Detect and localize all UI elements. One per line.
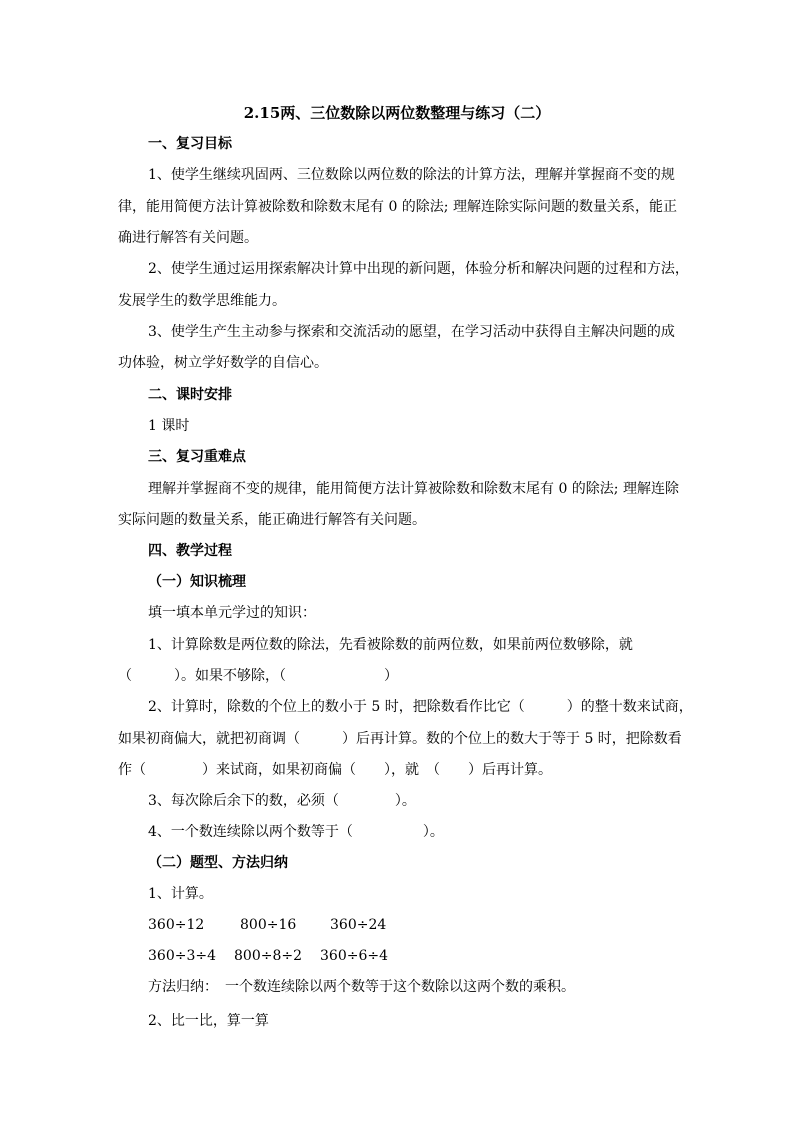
fill-2-line-2: 如果初商偏大，就把初商调（ ）后再计算。数的个位上的数大于等于 5 时，把除数看 [118,731,682,747]
section-heading-schedule: 二、课时安排 [148,387,232,403]
key-points-line-1: 理解并掌握商不变的规律，能用简便方法计算被除数和除数末尾有 0 的除法; 理解连除 [148,481,679,497]
method-summary: 方法归纳： 一个数连续除以两个数等于这个数除以这两个数的乘积。 [148,979,575,995]
fill-1-line-2: （ ）。如果不够除，（ ） [118,668,398,684]
goal-2-line-1: 2、使学生通过运用探索解决计算中出现的新问题，体验分析和解决问题的过程和方法， [148,261,689,277]
section-heading-process: 四、教学过程 [148,543,232,559]
question-2-label: 2、比一比，算一算 [148,1013,269,1029]
section-heading-key-points: 三、复习重难点 [148,449,246,465]
fill-intro: 填一填本单元学过的知识： [148,605,316,621]
goal-1-line-2: 律，能用简便方法计算被除数和除数末尾有 0 的除法; 理解连除实际问题的数量关系，能正 [118,199,677,215]
calc-item: 360÷6÷4 [320,948,388,964]
goal-3-line-2: 功体验，树立学好数学的自信心。 [118,355,328,371]
question-1-label: 1、计算。 [148,886,213,902]
goal-1-line-1: 1、使学生继续巩固两、三位数除以两位数的除法的计算方法，理解并掌握商不变的规 [148,167,675,183]
fill-2-line-3: 作（ ）来试商，如果初商偏（ ），就 （ ）后再计算。 [118,762,552,778]
calc-row-2 [148,947,708,965]
calc-row-1 [148,916,708,934]
section-heading-review-goals: 一、复习目标 [148,136,232,152]
goal-3-line-1: 3、使学生产生主动参与探索和交流活动的愿望，在学习活动中获得自主解决问题的成 [148,324,675,340]
calc-item: 360÷12 [148,917,205,933]
schedule-text: 1 课时 [148,418,190,434]
fill-1-line-1: 1、计算除数是两位数的除法，先看被除数的前两位数，如果前两位数够除，就 [148,637,633,653]
calc-item: 800÷16 [240,917,297,933]
calc-item: 360÷24 [330,917,387,933]
calc-item: 800÷8÷2 [234,948,302,964]
goal-1-line-3: 确进行解答有关问题。 [118,230,258,246]
document-title: 2.15两、三位数除以两位数整理与练习（二） [243,104,551,122]
subsection-heading-knowledge: （一）知识梳理 [148,574,246,590]
fill-2-line-1: 2、计算时，除数的个位上的数小于 5 时，把除数看作比它（ ）的整十数来试商， [148,699,693,715]
fill-4: 4、一个数连续除以两个数等于（ ）。 [148,824,444,840]
subsection-heading-methods: （二）题型、方法归纳 [148,855,288,871]
calc-item: 360÷3÷4 [148,948,216,964]
key-points-line-2: 实际问题的数量关系，能正确进行解答有关问题。 [118,512,426,528]
fill-3: 3、每次除后余下的数，必须（ ）。 [148,793,416,809]
goal-2-line-2: 发展学生的数学思维能力。 [118,293,286,309]
